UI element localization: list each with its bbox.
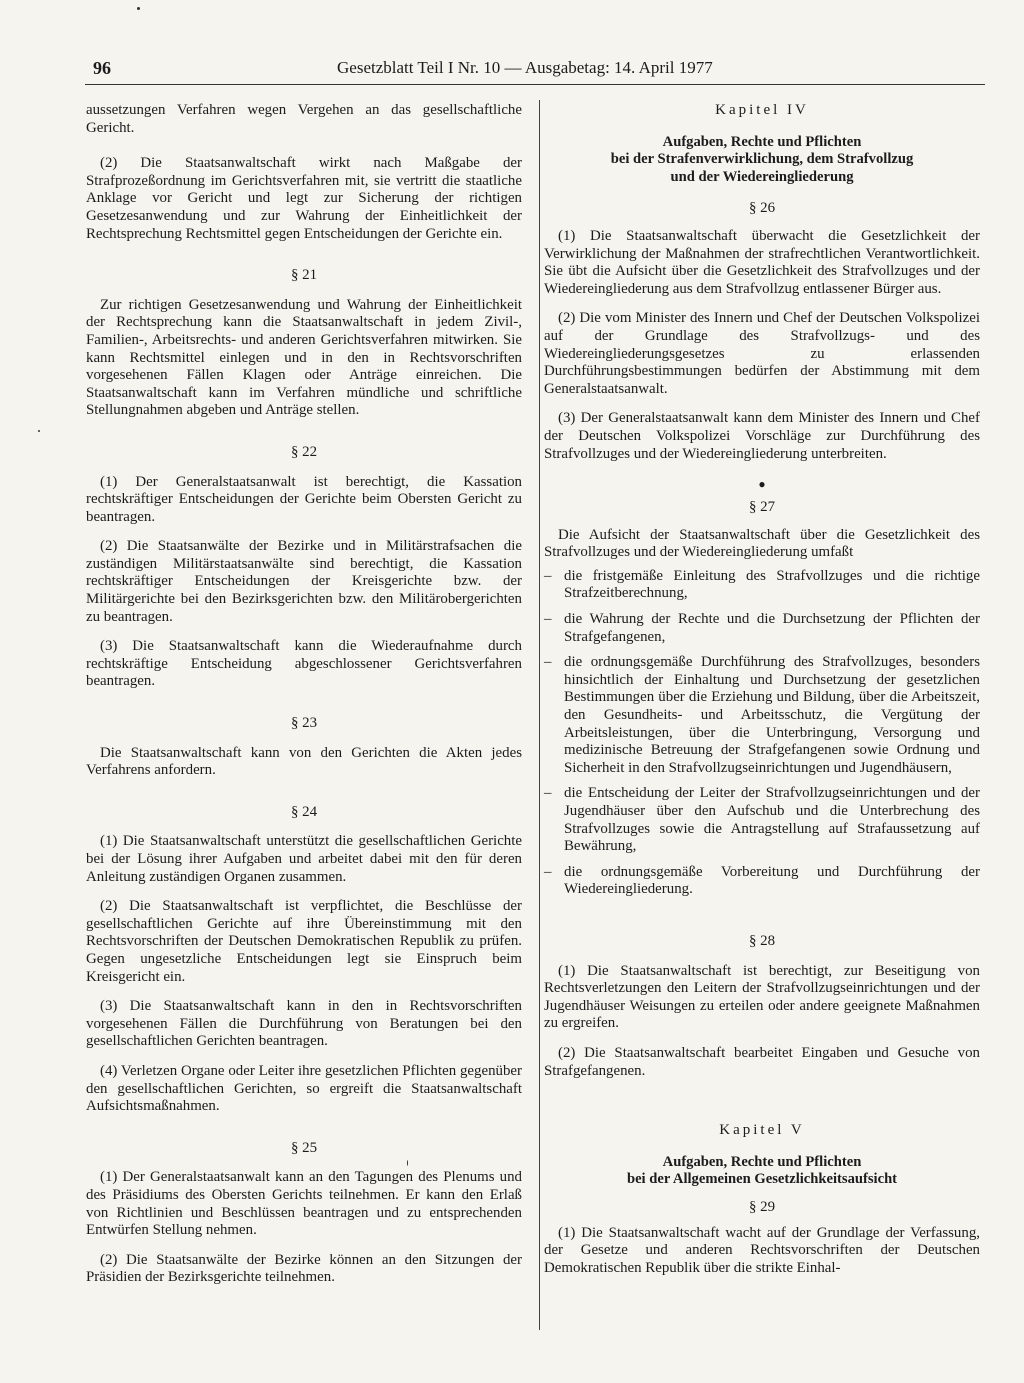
chapter-title-line: Aufgaben, Rechte und Pflichten	[662, 133, 862, 150]
list-item: – die ordnungsgemäße Durchführung des Strafvollzuges, besonders hinsichtlich der Einhaltung und Durchsetzung der gesetzlichen Bestimmungen über die Erziehung und Bildung, über die Arbeitszeit, den Gesundheits- und Arbeitsschutz, die Vergütung der Arbeitsleistungen, über die Unterbringung, Versorgung und medizinische Betreuung der Strafgefangenen sowie Ordnung und Sicherheit in den Strafvollzugseinrichtungen und Jugendhäusern,	[544, 654, 980, 777]
paragraph-22-2: (2) Die Staatsanwälte der Bezirke und in Militärstrafsachen die zuständigen Militärstaatsanwälte sind berechtigt, die Kassation rechtskräftiger Entscheidungen der Kreisgerichte bzw. der Militärgerichte bei den Bezirksgerichten bzw. den Militärobergerichten zu beantragen.	[86, 538, 522, 625]
paragraph-26-1: (1) Die Staatsanwaltschaft überwacht die Gesetzlichkeit der Verwirklichung der Maßnahmen der strafrechtlichen Verantwortlichkeit. Sie übt die Aufsicht über die Gesetzlichkeit des Strafvollzuges und der Wiedereingliederung aus dem Strafvollzug entlassener Bürger aus.	[544, 227, 980, 297]
section-heading-21: § 21	[290, 267, 318, 284]
paragraph-28-1: (1) Die Staatsanwaltschaft ist berechtigt, zur Beseitigung von Rechtsverletzungen den Leitern der Strafvollzugseinrichtungen und der Jugendhäuser Weisungen zu erteilen oder andere geeignete Maßnahmen zu ergreifen.	[544, 962, 980, 1032]
section-heading-26: § 26	[748, 200, 776, 217]
paragraph-24-4: (4) Verletzen Organe oder Leiter ihre gesetzlichen Pflichten gegenüber den gesellschaftlichen Gerichten, so ergreift die Staatsanwaltschaft Aufsichtsmaßnahmen.	[86, 1062, 522, 1115]
section-heading-28: § 28	[748, 932, 776, 949]
paragraph-28-2: (2) Die Staatsanwaltschaft bearbeitet Eingaben und Gesuche von Strafgefangenen.	[544, 1044, 980, 1079]
paragraph-24-2: (2) Die Staatsanwaltschaft ist verpflichtet, die Beschlüsse der gesellschaftlichen Gerichte auf ihre Übereinstimmung mit den Rechtsvorschriften der Deutschen Demokratischen Republik zu prüfen. Gegen ungesetzliche Entscheidungen legt sie Einspruch beim Kreisgericht ein.	[86, 898, 522, 985]
chapter-heading-4: Kapitel IV	[715, 102, 809, 118]
left-column	[86, 102, 522, 1287]
section-heading-23: § 23	[290, 715, 318, 732]
column-divider	[539, 100, 540, 1330]
paragraph-24-3: (3) Die Staatsanwaltschaft kann in den in Rechtsvorschriften vorgesehenen Fällen die Durchführung von Beratungen bei den gesellschaftlichen Gerichten beantragen.	[86, 998, 522, 1050]
ornament-dot: ●	[758, 477, 766, 492]
paragraph-22-1: (1) Der Generalstaatsanwalt ist berechtigt, die Kassation rechtskräftiger Entscheidungen der Gerichte beim Obersten Gericht zu beantragen.	[86, 473, 522, 525]
paragraph-20-2: (2) Die Staatsanwaltschaft wirkt nach Maßgabe der Strafprozeßordnung im Gerichtsverfahren mit, sie vertritt die staatliche Anklage vor Gericht und legt zur Sicherung der richtigen Gesetzesanwendung und zur Wahrung der Einheitlichkeit der Rechtsprechung Rechtsmittel gegen Entscheidungen der Gerichte ein.	[86, 155, 522, 242]
scan-speck	[407, 1160, 408, 1166]
header-rule	[85, 84, 985, 85]
chapter-4-title	[544, 134, 980, 187]
list-item: – die fristgemäße Einleitung des Strafvollzuges und die richtige Strafzeitberechnung,	[544, 568, 980, 603]
section-heading-29: § 29	[748, 1198, 776, 1215]
chapter-title-line: und der Wiedereingliederung	[670, 168, 854, 185]
scan-speck	[137, 7, 140, 10]
paragraph-26-3: (3) Der Generalstaatsanwalt kann dem Minister des Innern und Chef der Deutschen Volkspolizei Vorschläge zur Durchführung des Strafvollzuges und der Wiedereingliederung unterbreiten.	[544, 410, 980, 462]
section-heading-27: § 27	[748, 499, 776, 516]
section-heading-24: § 24	[290, 803, 318, 820]
paragraph-21: Zur richtigen Gesetzesanwendung und Wahrung der Einheitlichkeit der Rechtsprechung kann die Staatsanwaltschaft in jedem Zivil-, Familien-, Arbeitsrechts- und anderen Gerichtsverfahren mitwirken. Sie kann Rechtsmittel einlegen und in den in Rechtsvorschriften vorgesehenen Fällen Klagen oder Anträge einreichen. Die Staatsanwaltschaft kann im Verfahren mündliche und schriftliche Stellungnahmen abgeben und Anträge stellen.	[86, 296, 522, 419]
continued-paragraph: aussetzungen Verfahren wegen Vergehen an das gesellschaftliche Gericht.	[86, 102, 522, 136]
scan-speck	[38, 430, 40, 432]
paragraph-26-2: (2) Die vom Minister des Innern und Chef der Deutschen Volkspolizei auf der Grundlage des Strafvollzugs- und des Wiedereingliederungsgesetzes zu erlassenden Durchführungsbestimmungen bedürfen der Abstimmung mit dem Generalstaatsanwalt.	[544, 310, 980, 397]
paragraph-25-2: (2) Die Staatsanwälte der Bezirke können an den Sitzungen der Präsidien der Bezirksgerichte teilnehmen.	[86, 1251, 522, 1286]
list-item: – die Wahrung der Rechte und die Durchsetzung der Pflichten der Strafgefangenen,	[544, 611, 980, 646]
page-header	[85, 58, 985, 82]
paragraph-22-3: (3) Die Staatsanwaltschaft kann die Wiederaufnahme durch rechtskräftige Entscheidung abgeschlossener Gerichtsverfahren beantragen.	[86, 638, 522, 690]
chapter-title-line: bei der Allgemeinen Gesetzlichkeitsaufsicht	[626, 1171, 898, 1188]
running-title: Gesetzblatt Teil I Nr. 10 — Ausgabetag: 14. April 1977	[337, 58, 713, 77]
chapter-5-title	[544, 1154, 980, 1189]
right-column	[544, 102, 980, 1277]
chapter-title-line: Aufgaben, Rechte und Pflichten	[662, 1153, 862, 1170]
section-heading-25: § 25	[290, 1139, 318, 1156]
list-item: – die ordnungsgemäße Vorbereitung und Durchführung der Wiedereingliederung.	[544, 864, 980, 899]
chapter-heading-5: Kapitel V	[719, 1122, 805, 1139]
paragraph-23: Die Staatsanwaltschaft kann von den Gerichten die Akten jedes Verfahrens anfordern.	[86, 744, 522, 779]
chapter-title-line: bei der Strafenverwirklichung, dem Strafvollzug	[610, 151, 914, 168]
list-item: – die Entscheidung der Leiter der Strafvollzugseinrichtungen und der Jugendhäuser über den Aufschub und die Unterbrechung des Strafvollzuges sowie die Antragstellung auf Strafaussetzung auf Bewährung,	[544, 785, 980, 855]
paragraph-25-1: (1) Der Generalstaatsanwalt kann an den Tagungen des Plenums und des Präsidiums des Obersten Gerichts teilnehmen. Er kann den Erlaß von Richtlinien und Beschlüssen beantragen und zu entsprechenden Entwürfen Stellung nehmen.	[86, 1169, 522, 1239]
paragraph-27-intro: Die Aufsicht der Staatsanwaltschaft über die Gesetzlichkeit des Strafvollzuges und der Wiedereingliederung umfaßt	[544, 526, 980, 561]
paragraph-29-1: (1) Die Staatsanwaltschaft wacht auf der Grundlage der Verfassung, der Gesetze und anderen Rechtsvorschriften der Deutschen Demokratischen Republik über die strikte Einhal-	[544, 1224, 980, 1276]
paragraph-24-1: (1) Die Staatsanwaltschaft unterstützt die gesellschaftlichen Gerichte bei der Lösung ihrer Aufgaben und arbeitet dabei mit den für deren Anleitung zuständigen Organen zusammen.	[86, 833, 522, 885]
page-number: 96	[93, 58, 111, 78]
section-heading-22: § 22	[290, 443, 318, 460]
